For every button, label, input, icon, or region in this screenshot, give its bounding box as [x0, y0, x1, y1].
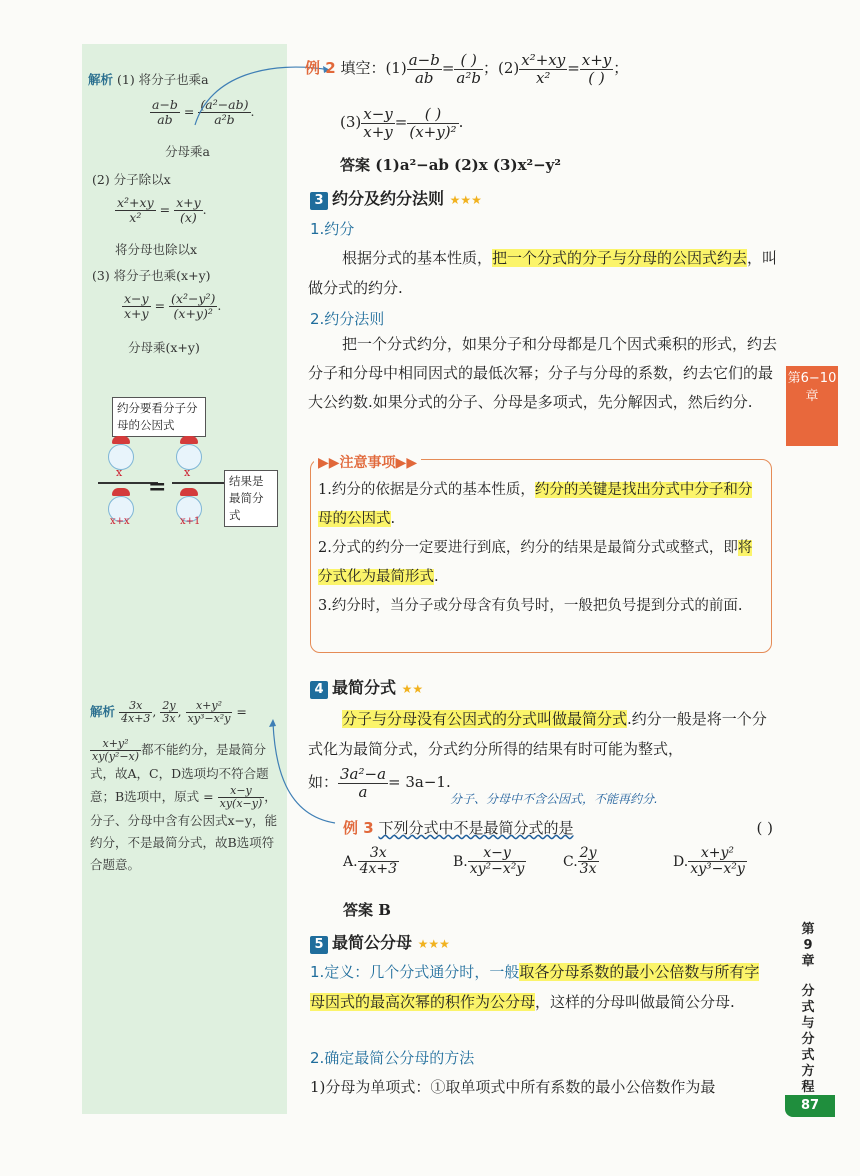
example-3 [343, 813, 773, 843]
frac-num: x²+xy [117, 195, 154, 210]
paragraph-1 [308, 243, 778, 303]
option-d [673, 846, 747, 878]
frac-den: a [358, 782, 368, 801]
frac-num: a−b [152, 97, 178, 112]
text: .约分一般是将一个分式化为最简分式，分式约分所得的结果有时可能为整式， [308, 710, 767, 758]
page-number: 87 [785, 1095, 835, 1117]
section-title: 最简公分母 [332, 933, 413, 952]
frac-den: x+y [124, 305, 149, 321]
option-b [453, 846, 526, 878]
frac-den: 4x+3 [359, 861, 398, 878]
frac-den: xy³−x²y [690, 861, 745, 878]
highlighted-text: 取各分母系数的最小公倍数与所有字母因式的最高次幂的积作为公分母 [310, 963, 760, 1011]
answer-2: 答案 (1)a²−ab (2)x (3)x²−y² [340, 156, 561, 174]
step3-text: (3) 将分子也乘(x+y) [92, 268, 211, 283]
step3-bottom: 分母乘(x+y) [128, 340, 200, 355]
frac-num: x−y [468, 846, 527, 862]
frac-den: 4x+3 [121, 712, 151, 726]
example-text: (3) [340, 113, 362, 131]
option-label: C. [563, 853, 578, 870]
frac-den: ab [157, 111, 173, 127]
snowman-label: x [184, 466, 191, 479]
frac-num: 2y [162, 699, 176, 712]
subheading-2: 2.约分法则 [310, 310, 385, 328]
frac-num: x+y [581, 51, 612, 69]
answer-blank: ( ) [756, 819, 773, 837]
note-item-1 [318, 476, 763, 534]
snowman-hat [180, 436, 198, 444]
explanation-text: ，分子、分母中含有公因式x−y，能约分，不是最简分式，故B选项符合题意。 [90, 789, 278, 873]
example-2-part3: (3) $\frac{x-y}{x+y}$ = $\frac{( )}{\text{(x+y)²}}$ . [340, 105, 464, 141]
sidebar-jiexi-label: 解析 [88, 72, 114, 87]
result-bubble: 结果是最简分式 [224, 470, 278, 527]
step3-equation: $\frac{x-y}{x+y}$ = $\frac{\text{(x²−y²)}}{\text{(x+y)²}}$ . [124, 291, 222, 321]
frac-den: (x+y)² [409, 122, 457, 141]
sidebar-explanation-2: 解析 $\frac{3x}{4x+3}$ , $\frac{2y}{3x}$ , $\frac{\text{x+y²}}{\text{xy³−x²y}}$ = [90, 699, 247, 726]
section-5-heading [310, 930, 450, 954]
section-number: 4 [310, 681, 328, 699]
frac-num: 3x [358, 846, 399, 862]
text: 1.约分的依据是分式的基本性质， [318, 482, 535, 498]
frac-num: x+y² [186, 700, 233, 713]
example-label: 例 3 [343, 819, 374, 837]
chapter-name-vertical: 分 式 与 分 式 方 程 [801, 984, 815, 1095]
example-text: ；(2) [482, 59, 520, 77]
definition-paragraph [310, 957, 772, 1017]
frac-den: ab [414, 68, 434, 87]
snowman-label: x+x [110, 516, 130, 527]
section-4-heading [310, 675, 423, 699]
section-title: 最简分式 [332, 678, 397, 697]
frac-den: x² [129, 209, 142, 225]
paragraph-4 [308, 704, 778, 764]
frac-den: xy²−x²y [469, 861, 525, 878]
paragraph-2: 把一个分式约分，如果分子和分母都是几个因式乘积的形式，约去分子和分母中相同因式的最低次幂；分子与分母的系数，约去它们的最大公约数.如果分式的分子、分母是多项式，先分解因式，然后约分. [308, 335, 778, 411]
step1-bottom: 分母乘a [165, 144, 210, 159]
text: 如： [308, 773, 339, 791]
highlighted-text: 将分式化为最简形式 [318, 540, 753, 585]
snowman-label: x [116, 466, 123, 479]
subheading-1: 1.约分 [310, 220, 355, 238]
subheading-3: 2.确定最简公分母的方法 [310, 1049, 475, 1067]
frac-num: (a²−ab) [200, 97, 249, 112]
highlighted-text: 分子与分母没有公因式的分式叫做最简分式 [342, 710, 628, 728]
paragraph-5: 1)分母为单项式：①取单项式中所有系数的最小公倍数作为最 [310, 1078, 716, 1096]
frac-num: x+y² [688, 846, 747, 862]
option-a [343, 846, 399, 878]
frac-num: x−y [124, 291, 149, 306]
sidebar-jiexi-label: 解析 [90, 704, 116, 720]
sidebar-explanation-body [90, 738, 278, 876]
text: ，这样的分母叫做最简公分母. [535, 993, 735, 1011]
tip-bubble: 约分要看分子分母的公因式 [112, 397, 206, 437]
example-text: 下列分式中不是最简分式的是 [378, 819, 574, 837]
note-item-2 [318, 534, 763, 592]
handwritten-note: 分子、分母中不含公因式，不能再约分. [450, 792, 658, 806]
text: ，叫做分式的约分. [308, 249, 778, 297]
snowman-label: x+1 [180, 516, 201, 527]
frac-num: 2y [579, 845, 597, 861]
frac-den: xy(x−y) [219, 797, 263, 811]
snowman-hat [180, 488, 198, 496]
step2-text: (2) 分子除以x [92, 172, 171, 187]
frac-num: x+y² [90, 738, 141, 751]
frac-den: a²b [214, 111, 235, 127]
answer-3: 答案 B [343, 901, 391, 919]
frac-num: x²+xy [521, 51, 566, 69]
step1-text: (1) 将分子也乘a [117, 72, 209, 87]
option-label: A. [343, 853, 358, 870]
frac-num: x−y [363, 105, 393, 123]
option-c [563, 846, 599, 878]
frac-num: ( ) [407, 106, 458, 124]
frac-num: (x²−y²) [171, 291, 216, 306]
note-title-text: 注意事项 [339, 455, 396, 471]
highlighted-text: 约分的关键是找出分式中分子和分母的公因式 [318, 482, 753, 527]
step1-equation: $\frac{a-b}{ab}$ = $\frac{\text{(a²−ab)}}{\text{a²b}}$ . [152, 97, 255, 127]
frac-num: x+y [176, 195, 201, 210]
equals-sign: = [148, 474, 167, 500]
chapter-tab: 第6−10章 [786, 366, 838, 446]
frac-den: x² [535, 68, 551, 87]
snowman-hat [112, 436, 130, 444]
text: 根据分式的基本性质， [342, 249, 493, 267]
text: . [434, 569, 439, 585]
example-label: 例 2 [305, 59, 336, 77]
chapter-vertical-label: 第 9 章 [801, 922, 815, 969]
frac-den: 3x [162, 712, 176, 726]
frac-num: ( ) [454, 52, 483, 70]
step2-equation: $\frac{\text{x²+xy}}{\text{x²}}$ = $\frac{x+y}{(x)}$ . [117, 195, 207, 225]
note-item-3: 3.约分时，当分子或分母含有负号时，一般把负号提到分式的前面. [318, 598, 743, 614]
highlighted-text: 把一个分式的分子与分母的公因式约去 [492, 249, 748, 267]
frac-num: x−y [218, 785, 265, 798]
star-rating: ★★★ [417, 937, 450, 951]
example-2: 例 2 填空：(1) $\frac{a-b}{ab}$ = $\frac{( )}{\text{a²b}}$ ；(2) $\frac{\text{x²+xy}}{\text{x²}}$ = $\frac{x+y}{( )}$ ； [305, 51, 629, 87]
frac-num: 3x [119, 700, 152, 713]
snowman-hat [112, 488, 130, 496]
example-text: 填空：(1) [340, 59, 407, 77]
star-rating: ★★★ [449, 193, 482, 207]
frac-den: xy³−x²y [187, 712, 231, 726]
text: 1.定义：几个分式通分时，一般 [310, 963, 520, 981]
section-number: 3 [310, 192, 328, 210]
frac-den: (x) [179, 209, 197, 225]
section-number: 5 [310, 936, 328, 954]
note-list [318, 476, 763, 621]
option-label: D. [673, 853, 689, 870]
star-rating: ★★ [401, 682, 424, 696]
frac-den: xy(y²−x) [92, 750, 140, 764]
option-label: B. [453, 853, 468, 870]
step2-bottom: 将分母也除以x [115, 242, 198, 257]
section-title: 约分及约分法则 [332, 189, 445, 208]
frac-num: a−b [408, 51, 440, 69]
frac-num: 3a²−a [340, 765, 387, 783]
text: = 3a−1. [388, 773, 451, 791]
frac-den: a²b [456, 68, 481, 87]
text: . [390, 511, 396, 527]
section-3-heading [310, 186, 482, 210]
note-title: ▶▶注意事项▶▶ [314, 452, 421, 472]
frac-den: ( ) [588, 68, 605, 87]
explanation-text: 都不能约分，是最简分式，故A，C，D选项均不符合题意；B选项中，原式 = [90, 742, 269, 805]
frac-den: (x+y)² [173, 305, 213, 321]
fraction-bar [172, 482, 232, 484]
text: 2.分式的约分一定要进行到底，约分的结果是最简分式或整式，即 [318, 540, 738, 556]
frac-den: 3x [579, 861, 597, 878]
frac-den: x+y [363, 122, 393, 141]
